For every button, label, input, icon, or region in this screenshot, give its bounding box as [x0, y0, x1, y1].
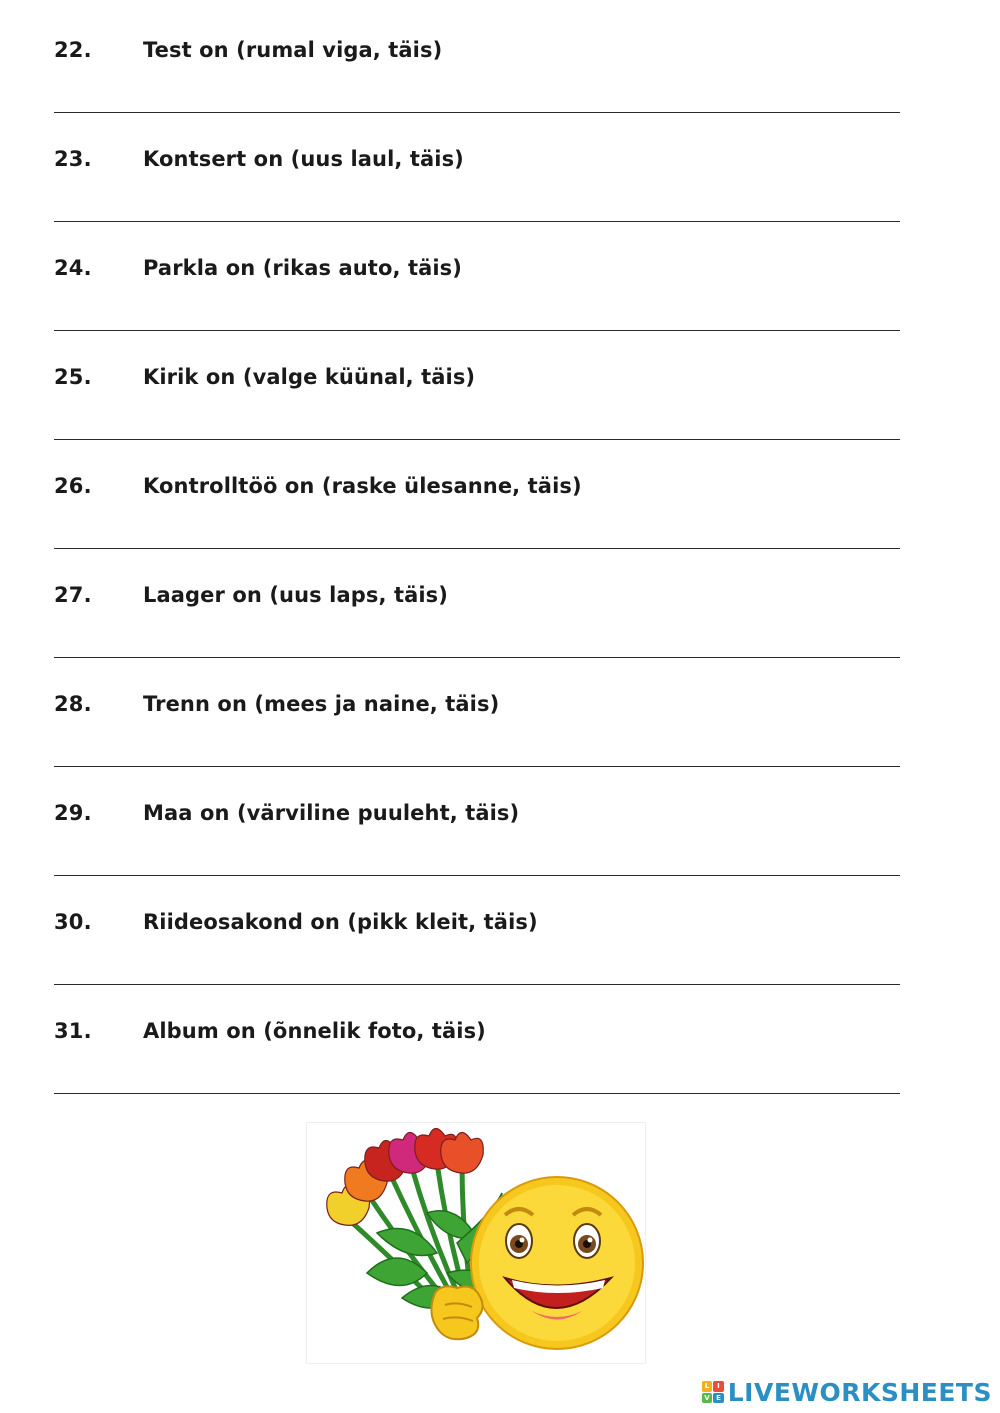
exercise-prompt: Riideosakond on (pikk kleit, täis) — [143, 910, 538, 934]
exercise-22 — [0, 0, 1000, 109]
exercise-26 — [0, 436, 1000, 545]
answer-input[interactable] — [54, 1063, 900, 1093]
exercise-number: 30. — [54, 910, 92, 934]
exercise-number: 22. — [54, 38, 92, 62]
liveworksheets-logo — [702, 1377, 992, 1407]
exercise-prompt: Laager on (uus laps, täis) — [143, 583, 448, 607]
answer-input[interactable] — [54, 409, 900, 439]
exercise-number: 26. — [54, 474, 92, 498]
answer-input[interactable] — [54, 627, 900, 657]
exercise-number: 23. — [54, 147, 92, 171]
exercise-prompt: Parkla on (rikas auto, täis) — [143, 256, 462, 280]
answer-line — [54, 1093, 900, 1094]
exercise-prompt: Kontsert on (uus laul, täis) — [143, 147, 464, 171]
answer-input[interactable] — [54, 954, 900, 984]
exercise-number: 29. — [54, 801, 92, 825]
exercise-number: 24. — [54, 256, 92, 280]
logo-mark-letter: V — [702, 1393, 713, 1404]
smiley-with-tulips-icon — [306, 1122, 646, 1364]
exercise-number: 27. — [54, 583, 92, 607]
exercise-prompt: Trenn on (mees ja naine, täis) — [143, 692, 500, 716]
exercise-prompt: Album on (õnnelik foto, täis) — [143, 1019, 486, 1043]
exercise-prompt: Kontrolltöö on (raske ülesanne, täis) — [143, 474, 582, 498]
exercise-prompt: Test on (rumal viga, täis) — [143, 38, 443, 62]
exercise-24 — [0, 218, 1000, 327]
exercise-30 — [0, 872, 1000, 981]
exercise-number: 25. — [54, 365, 92, 389]
exercise-prompt: Kirik on (valge küünal, täis) — [143, 365, 476, 389]
exercise-number: 31. — [54, 1019, 92, 1043]
answer-input[interactable] — [54, 736, 900, 766]
logo-mark-letter: I — [713, 1381, 724, 1392]
answer-input[interactable] — [54, 191, 900, 221]
brand-name: LIVEWORKSHEETS — [727, 1377, 992, 1407]
exercise-28 — [0, 654, 1000, 763]
exercise-27 — [0, 545, 1000, 654]
exercise-31 — [0, 981, 1000, 1090]
logo-mark-letter: L — [702, 1381, 713, 1392]
exercise-prompt: Maa on (värviline puuleht, täis) — [143, 801, 520, 825]
exercise-23 — [0, 109, 1000, 218]
exercise-number: 28. — [54, 692, 92, 716]
answer-input[interactable] — [54, 82, 900, 112]
liveworksheets-logo-mark-icon — [702, 1381, 724, 1403]
exercise-25 — [0, 327, 1000, 436]
answer-input[interactable] — [54, 845, 900, 875]
answer-input[interactable] — [54, 518, 900, 548]
answer-input[interactable] — [54, 300, 900, 330]
logo-mark-letter: E — [713, 1393, 724, 1404]
exercise-29 — [0, 763, 1000, 872]
